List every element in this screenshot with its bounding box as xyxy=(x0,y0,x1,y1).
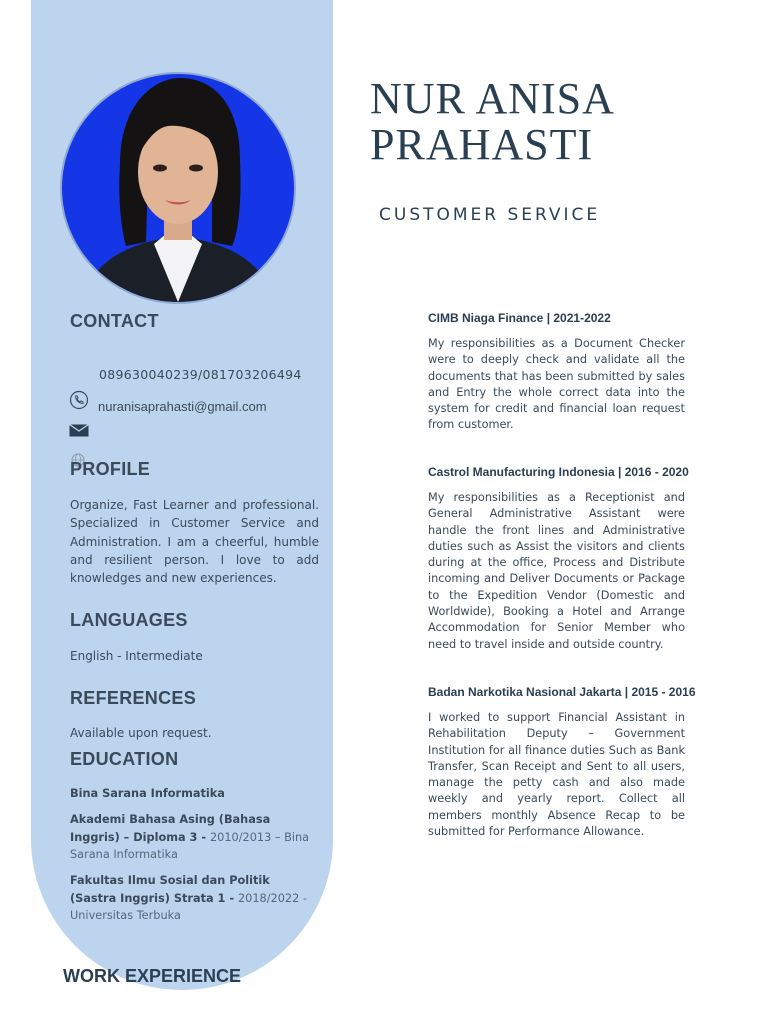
job-desc-3: I worked to support Financial Assistant in Rehabilitation Deputy – Government Institution for all finance duties Such as Bank Transfer, Scan Receipt and Sent to all users, manage the petty cash and also made weekly and yearly report. Collect all members monthly Absence Recap to be submitted for Performance Allowance. xyxy=(428,711,685,839)
languages-heading: LANGUAGES xyxy=(70,610,188,630)
job-title-3: Badan Narkotika Nasional Jakarta | 2015 - 2016 xyxy=(428,685,696,699)
job-title-1: CIMB Niaga Finance | 2021-2022 xyxy=(428,311,611,325)
phone-icon xyxy=(69,390,89,410)
references-heading: REFERENCES xyxy=(70,688,197,708)
job-desc-2: My responsibilities as a Receptionist and General Administrative Assistant were handle the front lines and Administrative duties such as Assist the visitors and clients during at the office, Process and Distribute incoming and Deliver Documents or Package to the Expedition Vendor (Domestic and Worldwide), Booking a Hotel and Arrange Accommodation for Senior Member who need to travel inside and outside country. xyxy=(428,491,685,651)
language-item: English - Intermediate xyxy=(70,649,203,663)
education-item-3 xyxy=(70,872,310,925)
education-item-3-rest: 2018/2022 - Universitas Terbuka xyxy=(70,891,307,922)
job-desc-1: My responsibilities as a Document Checker were to deeply check and validate all the documents that has been submitted by sales and Entry the whole correct data into the system for credit and financial loan request from customer. xyxy=(428,337,685,432)
mail-icon xyxy=(69,424,89,437)
education-item-2-rest: 2010/2013 – Bina Sarana Informatika xyxy=(70,830,310,861)
contact-phone: 089630040239/081703206494 xyxy=(99,367,302,382)
work-experience-heading: WORK EXPERIENCE xyxy=(63,966,242,986)
contact-email[interactable]: nuranisaprahasti@gmail.com xyxy=(98,399,267,414)
contact-heading: CONTACT xyxy=(70,311,159,331)
education-item-1 xyxy=(70,785,320,803)
profile-heading: PROFILE xyxy=(70,459,151,479)
profile-text: Organize, Fast Learner and professional. Specialized in Customer Service and Administration. I am a cheerful, humble and resilient person. I love to add knowledges and new experiences. xyxy=(70,498,319,586)
education-item-3-bold: Fakultas Ilmu Sosial dan Politik (Sastra Inggris) Strata 1 - xyxy=(70,874,270,905)
job-role: CUSTOMER SERVICE xyxy=(379,205,601,225)
education-item-1-bold: Bina Sarana Informatika xyxy=(70,787,225,800)
education-item-2 xyxy=(70,811,320,864)
portrait-illustration xyxy=(62,74,294,302)
person-name xyxy=(370,76,750,168)
job-title-2: Castrol Manufacturing Indonesia | 2016 - 2020 xyxy=(428,465,689,479)
name-line-1: NUR ANISA xyxy=(370,74,615,123)
name-line-2: PRAHASTI xyxy=(370,120,594,169)
references-text: Available upon request. xyxy=(70,726,212,740)
education-item-2-bold: Akademi Bahasa Asing (Bahasa Inggris) – Diploma 3 - xyxy=(70,813,271,844)
education-heading: EDUCATION xyxy=(70,749,179,769)
profile-photo xyxy=(60,72,296,304)
